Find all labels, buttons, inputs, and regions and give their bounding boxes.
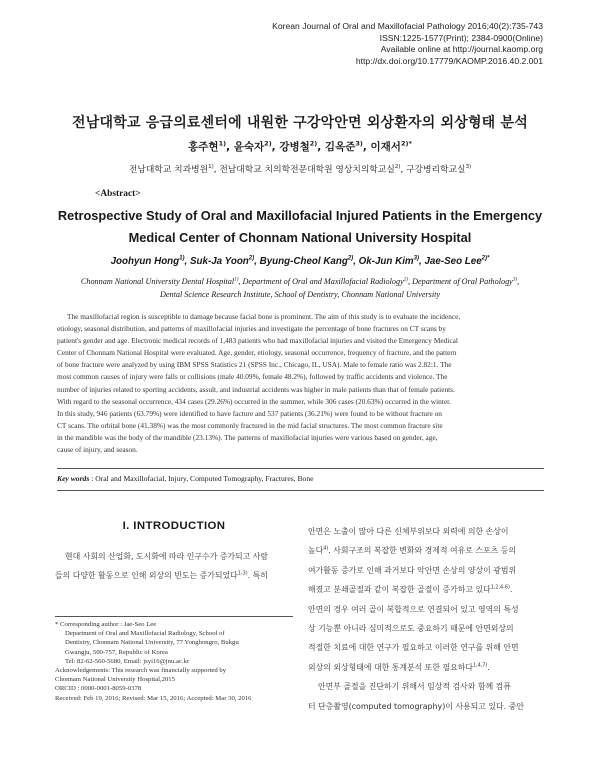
acknowledgements: Chonnam National University Hospital,2015 — [55, 676, 175, 684]
english-authors: Joohyun Hong$^{1)}$, Suk-Ja Yoon$^{2)}$, Byung-Cheol Kang$^{2)}$, Ok-Jun Kim$^{3)}$, Jae-Seo Lee$^{2)*}$ — [110, 255, 490, 267]
reference-sup: 1,4,7) — [473, 662, 488, 669]
body-line — [308, 541, 546, 560]
left-column — [55, 518, 293, 586]
journal-doi[interactable]: http://dx.doi.org/10.17779/KAOMP.2016.40.2.001 — [355, 55, 543, 66]
author-sup: 2) — [248, 255, 255, 262]
affil-sup: 1) — [234, 276, 239, 283]
english-affiliation-line: Dental Science Research Institute, School of Dentistry, Chonnam National University — [159, 290, 441, 299]
author-sup: 3) — [355, 139, 363, 148]
abstract-line: in the mandible was the body of the mandible (23.13%). The patterns of maxillofacial injuries were various based on gender, age, — [57, 432, 438, 442]
intro-heading: I. INTRODUCTION — [122, 520, 226, 532]
english-author: Joohyun Hong — [110, 256, 180, 267]
footnote-contact: Tel: 82-62-560-5680, Email: jsyi16@jnu.ac.kr — [65, 657, 190, 665]
english-affiliation: Chonnam National University Dental Hospital — [80, 277, 235, 286]
body-text: 높다 — [308, 546, 324, 556]
corresponding-author: * Corresponding author : Jae-Seo Lee — [55, 621, 157, 628]
intro-text-right — [308, 522, 546, 716]
body-text: . 특히 — [247, 571, 268, 581]
footnote-rule — [55, 616, 293, 617]
intro-text-left — [55, 547, 293, 586]
body-line: 안면은 노출이 많아 다른 신체부위보다 외력에 의한 손상이 — [308, 527, 509, 536]
body-line: 터 단층촬영(computed tomography)이 사용되고 있다. 중안 — [308, 701, 524, 711]
affil-sup: 2) — [403, 276, 408, 283]
body-text: . — [509, 585, 513, 595]
abstract-line: Center of Chonnam National Hospital were evaluated. Age, gender, etiology, seasonal occurrence, frequency of fracture, and the pattern — [57, 348, 457, 358]
korean-affiliation: 전남대학교 치과병원 — [128, 165, 209, 175]
korean-affiliations: 전남대학교 치과병원$^{1)}$, 전남대학교 치의학전문대학원 영상치의학교실$^{2)}$, 구강병리학교실$^{3)}$ — [128, 164, 472, 175]
footnote — [55, 620, 295, 703]
english-title — [40, 205, 560, 249]
english-affiliation-line — [40, 275, 560, 288]
affil-sup: 3) — [465, 164, 472, 171]
body-line: 안면의 경우 여러 골이 복합적으로 연결되어 있고 영역의 특성 — [308, 604, 519, 614]
author-sup: 2) — [347, 255, 354, 262]
abstract-body — [57, 311, 544, 456]
english-author: Suk-Ja Yoon — [190, 256, 249, 267]
abstract-line: CT scans. The orbital bone (41.38%) was the most commonly fractured in the mid facial structures. The most common fracture site — [57, 420, 443, 430]
korean-author: 윤숙자 — [233, 141, 265, 153]
korean-authors: 홍주현$^{1)}$, 윤숙자$^{2)}$, 강병철$^{2)}$, 김옥준$^{3)}$, 이재서$^{2)*}$ — [188, 139, 412, 153]
footnote-address: Department of Oral and Maxillofacial Radiology, School of — [65, 630, 225, 638]
journal-url[interactable]: Available online at http://journal.kaomp.org — [380, 44, 543, 54]
author-sup: 2) — [264, 139, 272, 148]
journal-citation: Korean Journal of Oral and Maxillofacial Pathology 2016;40(2):735-743 — [272, 21, 543, 31]
keywords — [57, 474, 544, 483]
keywords-rule-top — [57, 468, 544, 469]
english-author: Ok-Jun Kim — [358, 256, 414, 267]
orcid: ORCID : 0000-0001-8059-0378 — [55, 685, 142, 693]
body-text: . — [487, 662, 490, 672]
korean-author: 김옥준 — [324, 141, 356, 153]
abstract-line: cause of injury, and season. — [57, 445, 138, 455]
korean-author: 강병철 — [279, 141, 310, 153]
keywords-text: : Oral and Maxillofacial, Injury, Computed Tomography, Fractures, Bone — [91, 474, 314, 483]
author-sup: 2)* — [481, 255, 490, 262]
abstract-line: most common causes of injury were falls or collisions (male 40.09%, female 48.2%), followed by traffic accidents and violence. The — [57, 372, 448, 382]
affil-sup: 1) — [208, 164, 214, 171]
english-affiliation: , Department of Oral and Maxillofacial Radiology — [238, 277, 404, 286]
abstract-line: number of injuries related to sporting accidents, assult, and industrial accidents was higher in male patients than that of female patients. — [57, 384, 455, 394]
abstract-line: The maxillofacial region is susceptible to damage because facial bone is prominent. The aim of this study is to evaluate the incidence, — [67, 312, 461, 321]
korean-author: 홍주현 — [188, 141, 219, 153]
author-sup: 3) — [413, 255, 420, 262]
korean-affiliation: 구강병리학교실 — [406, 165, 466, 175]
reference-sup: 1,2,4-6) — [490, 584, 510, 591]
author-sup: 1) — [179, 255, 185, 262]
english-affiliations — [40, 275, 560, 301]
right-column — [308, 522, 546, 716]
body-line: 상 기능뿐 아니라 심미적으로도 중요하기 때문에 안면외상의 — [308, 624, 514, 634]
abstract-line: etiology, seasonal distribution, and patterns of maxillofacial injuries and investigate the percentage of bone fractures on CT scans by — [57, 324, 446, 334]
received-dates: Received: Feb 19, 2016; Revised: Mar 15, 2016; Accepted: Mar 30, 2016 — [55, 694, 252, 702]
korean-affiliation: 전남대학교 치의학전문대학원 영상치의학교실 — [219, 165, 395, 175]
body-line: 안면부 골절을 진단하기 위해서 임상적 검사와 함께 컴퓨 — [318, 682, 511, 692]
author-sup: 2)* — [400, 139, 412, 148]
body-text: 외상의 외상형태에 대한 통계분석 또한 필요하다 — [308, 662, 473, 672]
affil-sup: 3) — [512, 276, 518, 283]
footnote-address: Dentistry, Chonnam National University, 77 Yongbongro, Bukgu — [65, 639, 239, 647]
english-affiliation: , Department of Oral Pathology — [407, 277, 513, 286]
abstract-line: of bone fracture were analyzed by using IBM SPSS Statistics 21 (SPSS Inc., Chicago, IL, USA). Male to female ratio was 2.82:1. The — [57, 360, 452, 370]
body-line: 적절한 치료에 대한 연구가 필요하고 이러한 연구를 위해 안면 — [308, 643, 519, 653]
body-text: . 사회구조의 복잡한 변화와 경제적 여유로 스포츠 등의 — [328, 546, 517, 556]
journal-issn: ISSN:1225-1577(Print); 2384-0900(Online) — [379, 32, 543, 43]
body-line — [308, 658, 546, 677]
abstract-line: With regard to the seasonal occurrence, 434 cases (29.26%) occurred in the summer, while 306 cases (20.63%) occurred in the winter. — [57, 396, 451, 406]
body-text: 해졌고 분쇄골절과 같이 복잡한 골절이 증가하고 있다 — [308, 585, 491, 595]
english-title-line: Retrospective Study of Oral and Maxillofacial Injured Patients in the Emergency — [57, 208, 543, 223]
body-line — [55, 566, 293, 585]
body-line: 현대 사회의 산업화, 도시화에 따라 인구수가 증가되고 사람 — [65, 552, 269, 561]
abstract-label: <Abstract> — [95, 189, 141, 199]
korean-author: 이재서 — [370, 141, 401, 153]
english-title-line: Medical Center of Chonnam National University Hospital — [128, 230, 472, 245]
author-sup: 1) — [218, 139, 227, 148]
author-sup: 2) — [309, 139, 318, 148]
keywords-label: Key words — [57, 474, 90, 483]
abstract-line: patient's gender and age. Electronic medical records of 1,483 patients who had maxillofacial injuries and visited the Emergency Medical — [57, 336, 458, 346]
body-text: 들의 다양한 활동으로 인해 외상의 빈도는 증가되었다 — [55, 571, 238, 581]
acknowledgements: Acknowledgements: This research was financially supported by — [55, 667, 227, 675]
english-affiliation: , — [517, 277, 520, 286]
journal-header — [272, 21, 543, 67]
reference-sup: 1-3) — [237, 570, 248, 577]
english-author: Byung-Cheol Kang — [259, 256, 348, 267]
body-line: 여가활동 증가로 인해 과거보다 악안면 손상의 양상이 광범위 — [308, 565, 517, 575]
body-line — [308, 580, 546, 599]
korean-title: 전남대학교 응급의료센터에 내원한 구강악안면 외상환자의 외상형태 분석 — [72, 115, 528, 131]
footnote-address: Gwangju, 500-757, Republic of Korea — [65, 648, 168, 656]
reference-sup: 4) — [323, 545, 329, 552]
affil-sup: 2) — [394, 164, 401, 171]
abstract-line: In this study, 946 patients (63.79%) were identified to have facture and 537 patients (36.21%) were found to be without fracture on — [57, 408, 442, 418]
english-author: Jae-Seo Lee — [424, 256, 482, 267]
keywords-rule-bottom — [57, 490, 544, 491]
